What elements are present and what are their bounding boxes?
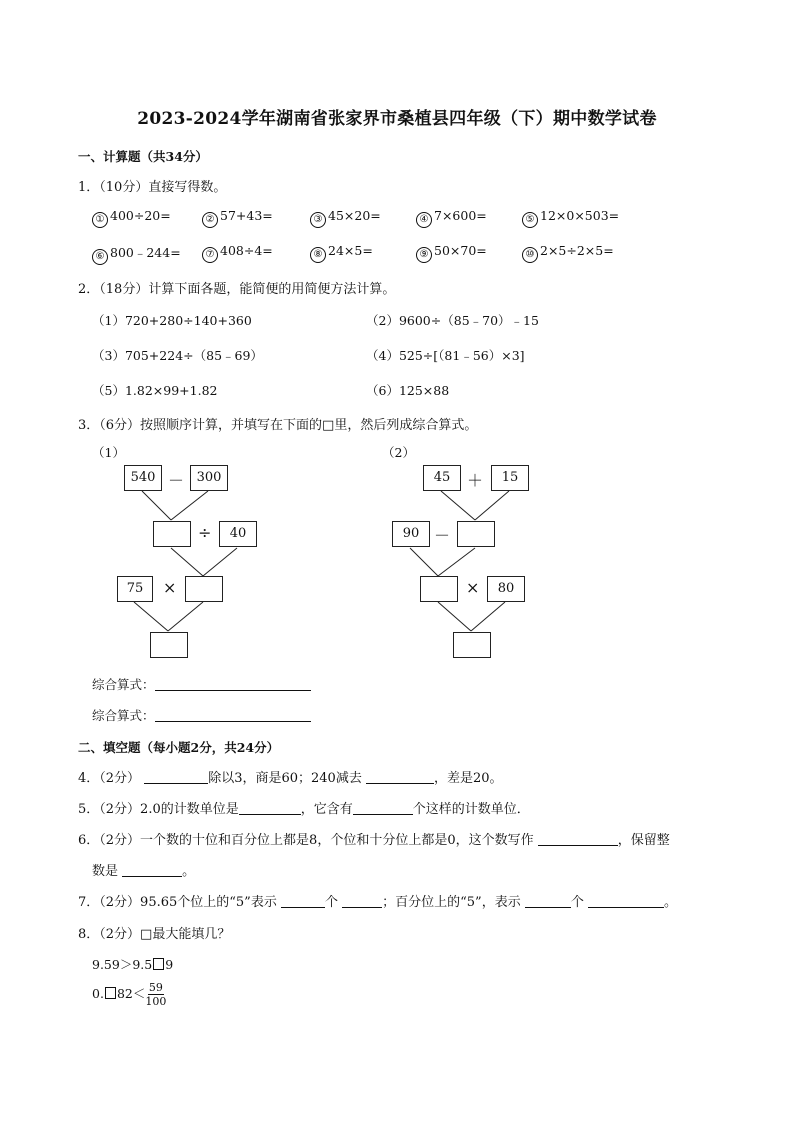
question-7-text-4: 个 [570, 895, 584, 910]
question-8-line-2-right: 82＜ [116, 986, 146, 1001]
item-number-badge: ⑦ [202, 247, 218, 263]
question-1-item [416, 208, 487, 228]
question-1-item [522, 243, 614, 263]
formula-blank-2[interactable] [155, 708, 311, 722]
item-number-badge: ① [92, 212, 108, 228]
diagram-1-answer-box-2[interactable] [185, 576, 223, 602]
question-7 [78, 891, 677, 910]
fraction-denominator: 100 [145, 995, 167, 1008]
diagram-1-label: （1） [92, 445, 125, 460]
question-2-item-3: （3）705+224÷（85﹣69） [92, 348, 263, 363]
question-7-text-5: 。 [664, 895, 678, 910]
question-2-item-4: （4）525÷[（81﹣56）×3] [366, 348, 525, 363]
question-8-answer-box-1[interactable] [153, 958, 164, 970]
question-6-text-3: 数是 [92, 864, 119, 879]
page-title: 2023-2024学年湖南省张家界市桑植县四年级（下）期中数学试卷 [137, 109, 657, 129]
diagram-1-number-40: 40 [219, 521, 257, 547]
question-8-number: 8．（2分） [78, 927, 141, 942]
question-1-item [92, 243, 181, 265]
item-number-badge: ③ [310, 212, 326, 228]
item-expression: 800﹣244= [110, 245, 181, 260]
question-7-blank-2[interactable] [342, 894, 382, 908]
question-7-text-1: 95.65个位上的“5”表示 [140, 895, 277, 910]
diagram-2-answer-box-1[interactable] [457, 521, 495, 547]
question-1-item [416, 243, 487, 263]
diagram-1-number-75: 75 [117, 576, 153, 602]
item-number-badge: ② [202, 212, 218, 228]
diagram-2-answer-box-3[interactable] [453, 632, 491, 658]
fraction-numerator: 59 [148, 981, 163, 994]
question-6-blank-2[interactable] [122, 863, 182, 877]
question-6-text-2: ，保留整 [617, 833, 670, 848]
diagram-1-answer-box-3[interactable] [150, 632, 188, 658]
diagram-2-number-80: 80 [487, 576, 525, 602]
question-5-blank-1[interactable] [239, 801, 301, 815]
question-8-text: □最大能填几？ [140, 927, 231, 942]
formula-blank-1[interactable] [155, 677, 311, 691]
diagram-2-plus-sign: ＋ [467, 471, 484, 490]
question-6-line-1 [78, 829, 670, 848]
diagram-2-number-90: 90 [392, 521, 430, 547]
item-expression: 400÷20= [110, 208, 171, 223]
question-4-text-2: ，差是20。 [433, 771, 503, 786]
question-4 [78, 767, 503, 786]
question-7-blank-3[interactable] [525, 894, 571, 908]
question-8-line-1 [92, 955, 173, 973]
item-number-badge: ⑩ [522, 247, 538, 263]
formula-label: 综合算式： [92, 677, 155, 692]
question-3-stem: 3．（6分）按照顺序计算，并填写在下面的□里，然后列成综合算式。 [78, 418, 478, 433]
question-8-stem [78, 923, 230, 942]
item-expression: 408÷4= [220, 243, 273, 258]
item-expression: 7×600= [434, 208, 487, 223]
question-8-line-1-right: 9 [165, 957, 174, 972]
question-8-line-2 [92, 981, 166, 1008]
diagram-1-number-300: 300 [190, 465, 228, 491]
question-5-number: 5．（2分） [78, 802, 141, 817]
section-heading-fill-in: 二、填空题（每小题2分，共24分） [78, 740, 280, 755]
question-7-text-3: ；百分位上的“5”，表示 [382, 895, 521, 910]
question-1-item [202, 243, 273, 263]
item-expression: 2×5÷2×5= [540, 243, 614, 258]
question-2-item-1: （1）720+280÷140+360 [92, 313, 252, 328]
question-1-item [522, 208, 619, 228]
question-6-text-1: 一个数的十位和百分位上都是8，个位和十分位上都是0，这个数写作 [140, 833, 534, 848]
question-7-text-2: 个 [324, 895, 338, 910]
question-6-blank-1[interactable] [538, 832, 618, 846]
question-1-item [310, 243, 373, 263]
item-expression: 12×0×503= [540, 208, 620, 223]
question-1-stem: 1．（10分）直接写得数。 [78, 180, 227, 195]
question-5-text-2: ，它含有 [300, 802, 353, 817]
question-2-item-5: （5）1.82×99+1.82 [92, 383, 218, 398]
diagram-1-divide-sign: ÷ [198, 523, 212, 542]
question-8-line-2-left: 0. [92, 986, 104, 1001]
item-number-badge: ⑧ [310, 247, 326, 263]
question-2-stem: 2．（18分）计算下面各题，能简便的用简便方法计算。 [78, 282, 396, 297]
formula-line-2 [92, 706, 311, 724]
question-1-item [202, 208, 273, 228]
diagram-1-answer-box-1[interactable] [153, 521, 191, 547]
question-4-blank-2[interactable] [366, 770, 434, 784]
question-5 [78, 798, 530, 817]
diagram-1-minus-sign: － [168, 471, 185, 490]
question-6-line-2 [92, 860, 195, 879]
diagram-1-times-sign: × [163, 578, 177, 597]
question-7-blank-1[interactable] [281, 894, 325, 908]
item-expression: 24×5= [328, 243, 373, 258]
item-expression: 45×20= [328, 208, 381, 223]
formula-label: 综合算式： [92, 708, 155, 723]
question-5-blank-2[interactable] [353, 801, 413, 815]
question-7-blank-4[interactable] [588, 894, 664, 908]
diagram-2-minus-sign: － [434, 526, 451, 545]
question-5-text-3: 个这样的计数单位． [412, 802, 530, 817]
section-heading-calculation: 一、计算题（共34分） [78, 149, 208, 164]
item-expression: 50×70= [434, 243, 487, 258]
question-2-item-6: （6）125×88 [366, 383, 450, 398]
question-6-number: 6．（2分） [78, 833, 141, 848]
fraction [145, 981, 166, 1008]
formula-line-1 [92, 675, 311, 693]
question-1-item [310, 208, 381, 228]
diagram-2-answer-box-2[interactable] [420, 576, 458, 602]
item-number-badge: ⑤ [522, 212, 538, 228]
question-4-text-1: 除以3，商是60；240减去 [208, 771, 362, 786]
diagram-2-times-sign: × [466, 578, 480, 597]
question-7-number: 7．（2分） [78, 895, 141, 910]
item-number-badge: ④ [416, 212, 432, 228]
diagram-2-number-15: 15 [491, 465, 529, 491]
item-expression: 57+43= [220, 208, 273, 223]
question-4-blank-1[interactable] [144, 770, 208, 784]
question-2-item-2: （2）9600÷（85﹣70）﹣15 [366, 313, 539, 328]
question-6-text-4: 。 [182, 864, 196, 879]
item-number-badge: ⑨ [416, 247, 432, 263]
question-1-item [92, 208, 171, 228]
diagram-2-label: （2） [382, 445, 415, 460]
item-number-badge: ⑥ [92, 249, 108, 265]
question-5-text-1: 2.0的计数单位是 [140, 802, 239, 817]
question-8-line-1-left: 9.59＞9.5 [92, 957, 153, 972]
diagram-1-number-540: 540 [124, 465, 162, 491]
question-8-answer-box-2[interactable] [105, 987, 116, 999]
question-4-number: 4．（2分） [78, 771, 141, 786]
diagram-2-number-45: 45 [423, 465, 461, 491]
